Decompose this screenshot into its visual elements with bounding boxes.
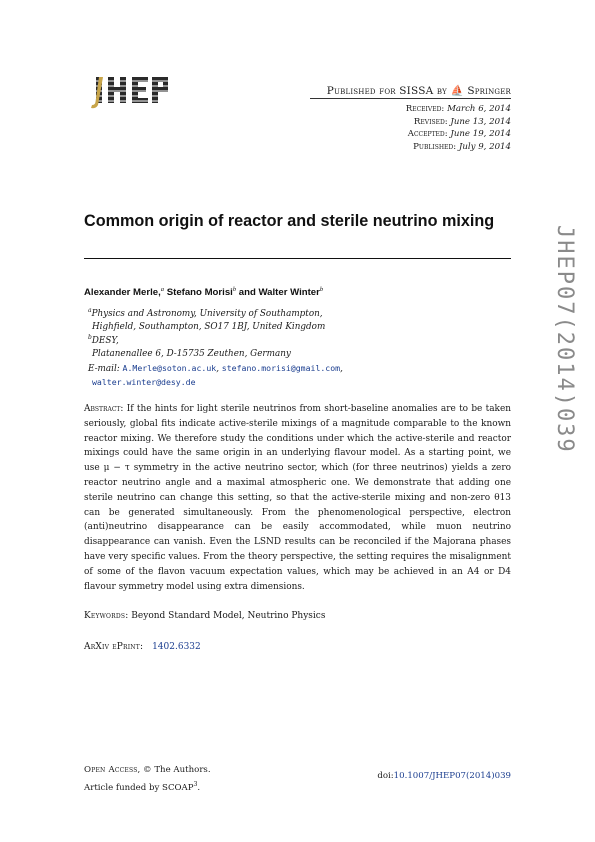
copyright-icon: © [143,765,152,775]
title-rule [84,258,511,259]
abstract-label: Abstract: [84,404,124,414]
author-list: Alexander Merle,$^a$ Stefano Morisi$^b$ and Walter Winter$^b$ [84,286,324,299]
published-line [327,84,511,97]
date-received: Received: March 6, 2014 [405,104,511,114]
publisher-name: Springer [467,85,511,97]
doi-link[interactable]: 10.1007/JHEP07(2014)039 [393,771,511,781]
footer-license: Open Access, © The Authors. Article funded by SCOAP$^3$. [84,765,211,793]
paper-title: Common origin of reactor and sterile neutrino mixing [84,212,495,230]
date-revised: Revised: June 13, 2014 [413,116,511,127]
author-name: Walter Winter [258,287,320,299]
email-block: E-mail: A.Merle@soton.ac.uk, stefano.morisi@gmail.com, walter.winter@desy.de [88,363,343,387]
email-link[interactable]: A.Merle@soton.ac.uk [122,363,217,373]
jhep-logo [82,75,170,109]
open-access-label: Open Access [84,765,138,775]
journal-side-stamp: JHEP07(2014)039 [552,225,577,454]
funding-note: Article funded by SCOAP [84,782,194,793]
footer-doi [377,771,511,781]
springer-icon: ⛵ [450,85,464,97]
doi-label: doi: [377,771,394,781]
author-name: Alexander Merle, [84,287,161,299]
keywords-value: Beyond Standard Model, Neutrino Physics [131,611,326,621]
affiliation-b: $^b$DESY, Platanenallee 6, D-15735 Zeuthen, Germany [88,334,291,359]
abstract [84,402,511,594]
arxiv-link[interactable]: 1402.6332 [152,642,201,652]
published-label: Published for SISSA by [326,85,447,97]
author-name: Stefano Morisi [166,287,233,299]
arxiv-eprint [84,642,201,652]
email-label: E-mail: [88,364,120,374]
date-accepted: Accepted: June 19, 2014 [407,129,511,140]
keywords-label: Keywords: [84,611,129,621]
date-history [406,103,511,154]
arxiv-label: ArXiv ePrint: [84,642,144,652]
date-published: Published: July 9, 2014 [413,142,511,153]
email-link[interactable]: walter.winter@desy.de [92,377,196,387]
keywords [84,611,325,621]
header-rule [310,98,511,99]
abstract-text: If the hints for light sterile neutrinos from short-baseline anomalies are to be taken seriously, global fits indicate active-sterile mixings of a magnitude comparable to the known reactor mixing. We therefore study the conditions under which the active-sterile and reactor mixings could have the same origin in an underlying flavour model. As a starting point, we use μ − τ symmetry in the active neutrino sector, which (for three neutrinos) yields a zero reactor neutrino angle and a maximal atmospheric one. We demonstrate that adding one sterile neutrino can change this setting, so that the active-sterile mixing and non-zero θ13 can be generated simultaneously. From the phenomenological perspective, electron (anti)neutrino disappearance can be easily accommodated, while muon neutrino disappearance can vanish. Even the LSND results can be reconciled if the Majorana phases have very specific values. From the theory perspective, the setting requires the misalignment of some of the flavon vacuum expectation values, which may be achieved in an A4 or D4 flavour symmetry model using extra dimensions. [84,404,512,592]
affiliation-a: $^a$Physics and Astronomy, University of Southampton, Highfield, Southampton, SO17 1BJ, United Kingdom [88,307,326,332]
email-link[interactable]: stefano.morisi@gmail.com [221,363,341,373]
